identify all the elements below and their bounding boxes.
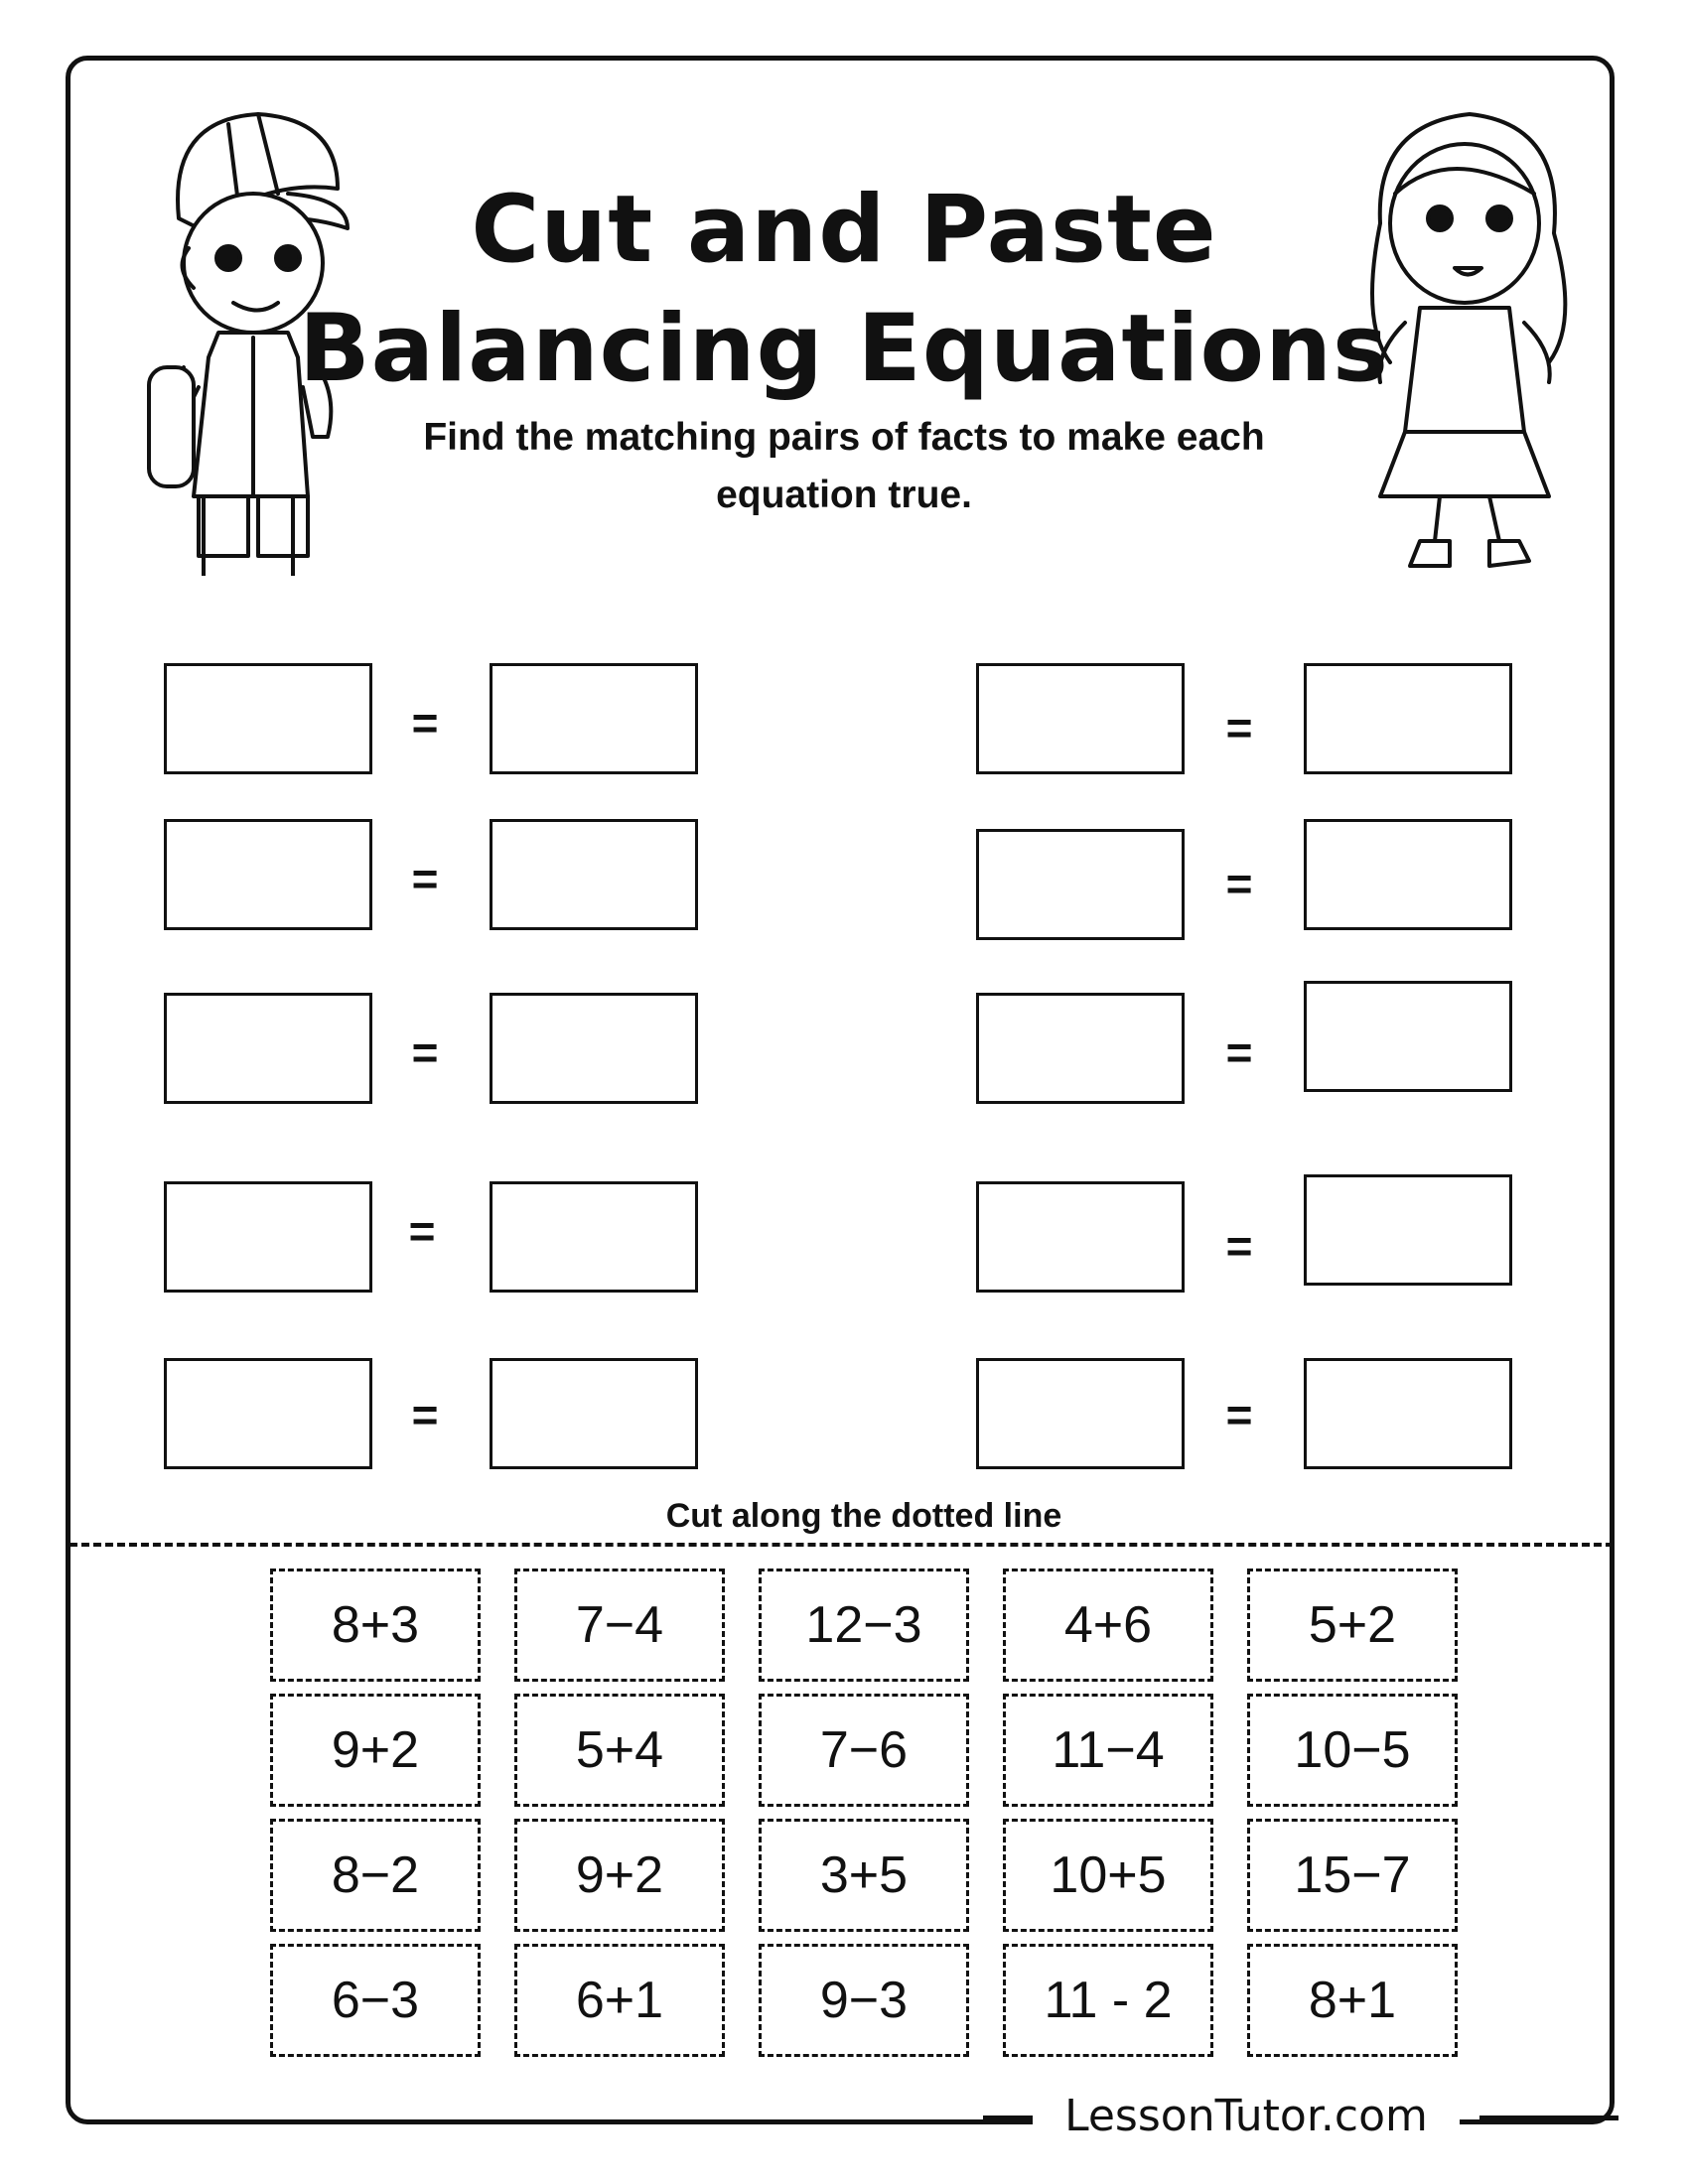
cut-out-card[interactable]: 7−4 xyxy=(514,1569,725,1682)
answer-box xyxy=(1304,663,1512,774)
answer-box xyxy=(1304,981,1512,1092)
equals-sign: = xyxy=(1225,858,1253,909)
cut-out-card[interactable]: 9+2 xyxy=(270,1694,481,1807)
equals-sign: = xyxy=(1225,1220,1253,1272)
cut-out-card[interactable]: 8+1 xyxy=(1247,1944,1458,2057)
cut-out-card[interactable]: 11 - 2 xyxy=(1003,1944,1213,2057)
answer-box xyxy=(164,993,372,1104)
dotted-cut-line xyxy=(70,1543,1614,1547)
cut-out-card[interactable]: 5+2 xyxy=(1247,1569,1458,1682)
cut-out-card[interactable]: 12−3 xyxy=(759,1569,969,1682)
cut-out-card[interactable]: 15−7 xyxy=(1247,1819,1458,1932)
answer-box xyxy=(976,1358,1185,1469)
title-line-1: Cut and Paste xyxy=(471,176,1217,284)
answer-box xyxy=(976,1181,1185,1293)
equals-sign: = xyxy=(411,1389,439,1440)
answer-box xyxy=(490,663,698,774)
answer-box xyxy=(164,663,372,774)
answer-box xyxy=(490,819,698,930)
instructions: Find the matching pairs of facts to make each equation true. xyxy=(423,416,1265,516)
site-credit: LessonTutor.com xyxy=(1033,2089,1460,2144)
answer-box xyxy=(976,663,1185,774)
cut-out-card[interactable]: 9+2 xyxy=(514,1819,725,1932)
equals-sign: = xyxy=(408,1205,436,1257)
cut-out-card[interactable]: 7−6 xyxy=(759,1694,969,1807)
answer-box xyxy=(976,829,1185,940)
equals-sign: = xyxy=(411,1026,439,1078)
cut-out-card[interactable]: 6+1 xyxy=(514,1944,725,2057)
equals-sign: = xyxy=(1225,702,1253,753)
answer-box xyxy=(164,1181,372,1293)
answer-box xyxy=(1304,819,1512,930)
footer-rule-left xyxy=(983,2116,1033,2120)
answer-box xyxy=(164,819,372,930)
answer-box xyxy=(976,993,1185,1104)
answer-box xyxy=(1304,1174,1512,1286)
cut-out-card[interactable]: 8+3 xyxy=(270,1569,481,1682)
answer-box xyxy=(490,993,698,1104)
cut-instruction: Cut along the dotted line xyxy=(665,1497,1062,1535)
cut-out-card[interactable]: 4+6 xyxy=(1003,1569,1213,1682)
cut-out-card[interactable]: 6−3 xyxy=(270,1944,481,2057)
equals-sign: = xyxy=(411,697,439,749)
title-line-2: Balancing Equations xyxy=(299,295,1389,403)
footer-rule-right xyxy=(1479,2116,1618,2120)
cut-out-card[interactable]: 10−5 xyxy=(1247,1694,1458,1807)
cut-out-card[interactable]: 10+5 xyxy=(1003,1819,1213,1932)
cut-out-card[interactable]: 3+5 xyxy=(759,1819,969,1932)
answer-box xyxy=(490,1181,698,1293)
cut-out-card[interactable]: 9−3 xyxy=(759,1944,969,2057)
equals-sign: = xyxy=(411,853,439,904)
answer-box xyxy=(490,1358,698,1469)
equals-sign: = xyxy=(1225,1026,1253,1078)
cut-out-card[interactable]: 5+4 xyxy=(514,1694,725,1807)
cut-out-card[interactable]: 11−4 xyxy=(1003,1694,1213,1807)
answer-box xyxy=(1304,1358,1512,1469)
cut-out-card[interactable]: 8−2 xyxy=(270,1819,481,1932)
equals-sign: = xyxy=(1225,1389,1253,1440)
answer-box xyxy=(164,1358,372,1469)
